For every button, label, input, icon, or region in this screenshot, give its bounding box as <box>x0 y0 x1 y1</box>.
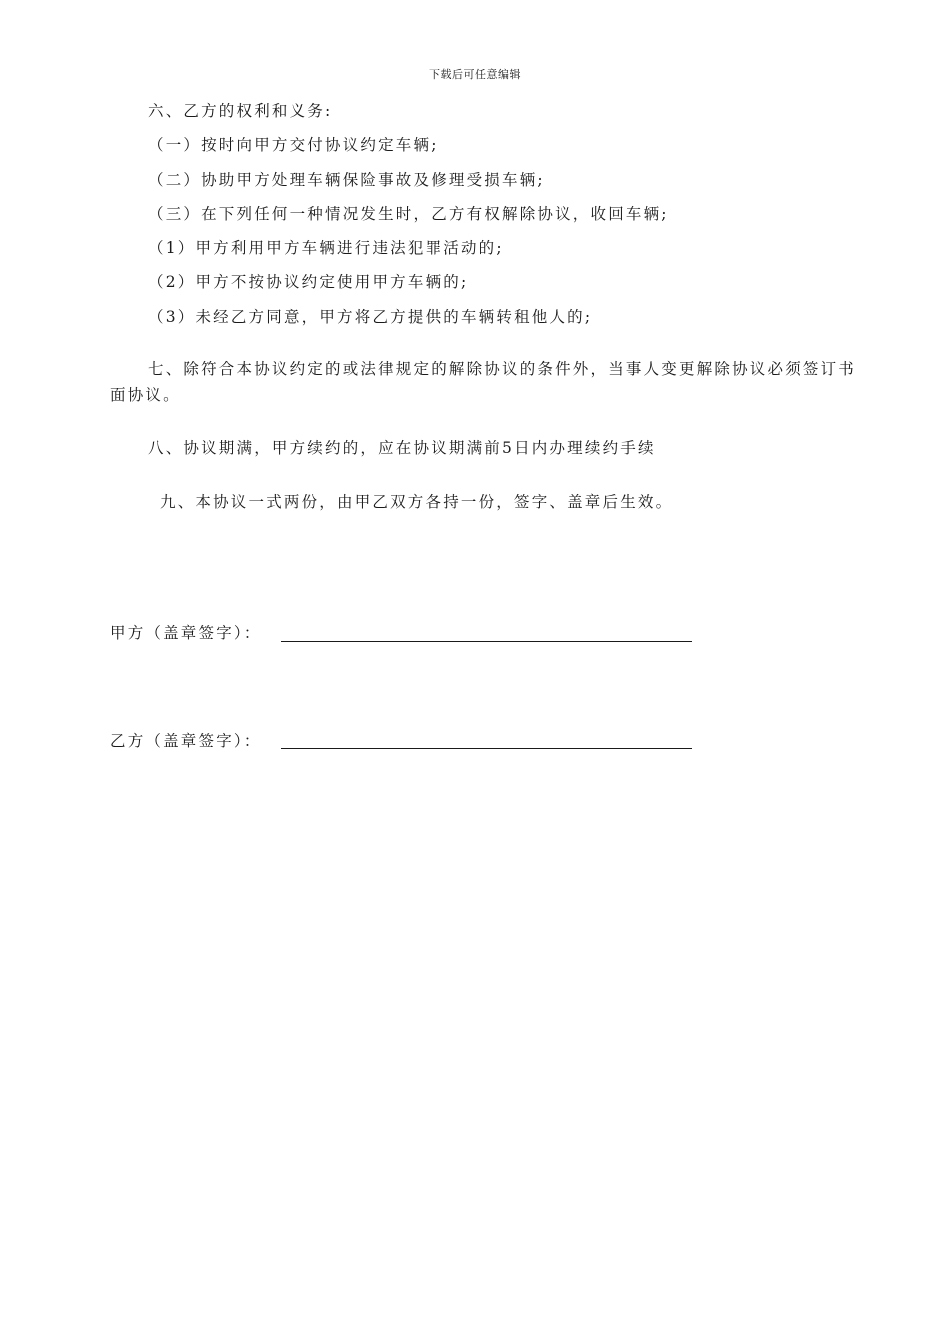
section-6-item-3: （三）在下列任何一种情况发生时，乙方有权解除协议，收回车辆; <box>148 205 669 223</box>
party-a-signature-field[interactable] <box>281 641 692 642</box>
party-b-signature-label: 乙方（盖章签字）： <box>110 732 262 750</box>
section-6-item-2: （二）协助甲方处理车辆保险事故及修理受损车辆; <box>148 171 545 189</box>
page-header: 下载后可任意编辑 <box>429 68 521 81</box>
section-6-subitem-3: （3）未经乙方同意，甲方将乙方提供的车辆转租他人的; <box>148 308 593 326</box>
section-9-paragraph: 九、本协议一式两份，由甲乙双方各持一份，签字、盖章后生效。 <box>160 493 674 511</box>
party-b-signature-field[interactable] <box>281 748 692 749</box>
section-8-paragraph: 八、协议期满，甲方续约的，应在协议期满前5日内办理续约手续 <box>148 439 656 457</box>
section-6-title: 六、乙方的权利和义务: <box>148 102 333 120</box>
section-6-item-1: （一）按时向甲方交付协议约定车辆; <box>148 136 439 154</box>
section-7-paragraph: 七、除符合本协议约定的或法律规定的解除协议的条件外，当事人变更解除协议必须签订书面协议。 <box>110 360 857 404</box>
section-6-subitem-2: （2）甲方不按协议约定使用甲方车辆的; <box>148 273 469 291</box>
section-6-subitem-1: （1）甲方利用甲方车辆进行违法犯罪活动的; <box>148 239 504 257</box>
party-a-signature-label: 甲方（盖章签字）： <box>110 624 262 642</box>
